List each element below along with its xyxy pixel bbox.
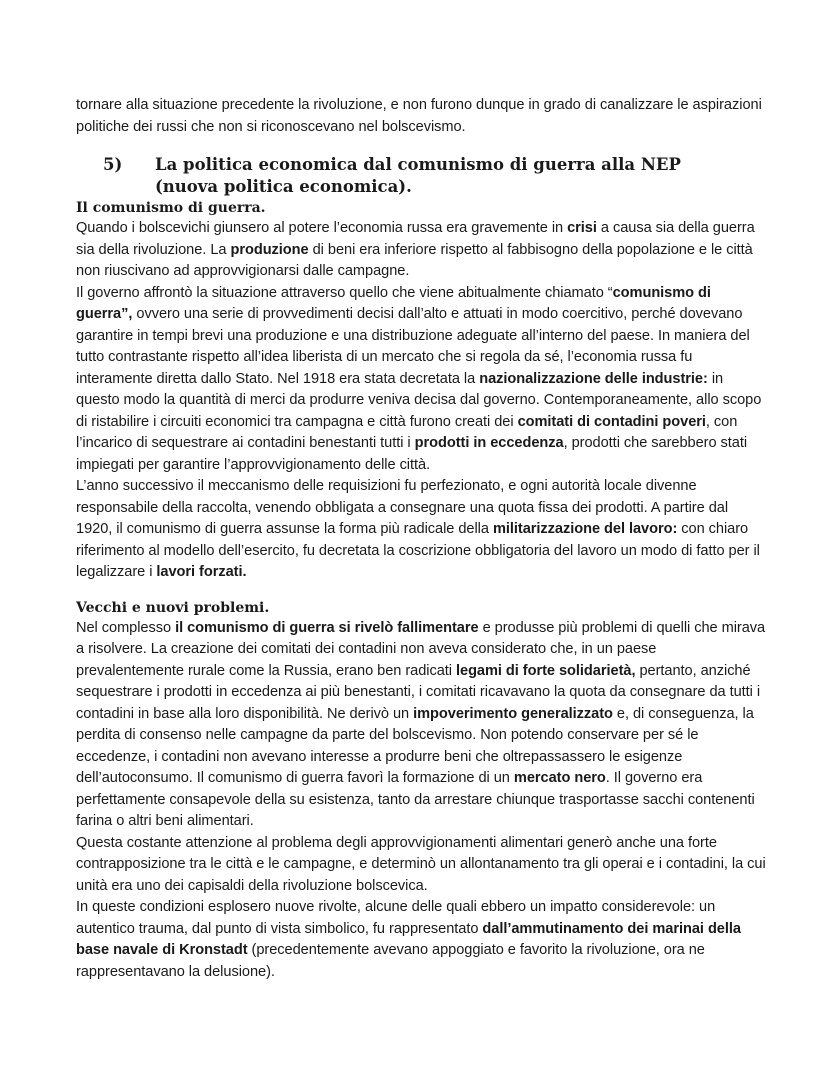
- section-heading: [76, 154, 768, 198]
- section-title: La politica economica dal comunismo di guerra alla NEP (nuova politica economica).: [155, 155, 681, 196]
- text-run: di beni era inferiore rispetto al fabbisogno della popolazione e le città non riuscivano ad approvvigionarsi dalle campagne.: [76, 241, 753, 279]
- text-run: pertanto, anziché sequestrare i prodotti in eccedenza ai più benestanti, i comitati ricavavano la quota da consegnare da tutti i contadini in base alla loro disponibilità. Ne derivò un: [76, 662, 761, 722]
- text-run: L’anno successivo il meccanismo delle requisizioni fu perfezionato, e ogni autorità locale divenne responsabile della raccolta, venendo obbligata a consegnare una quota fissa dei prodotti. A partire dal 1920, il comunismo di guerra assunse la forma più radicale della: [76, 478, 729, 537]
- bold-text: legami di forte solidarietà,: [456, 662, 636, 679]
- intro-paragraph: tornare alla situazione precedente la rivoluzione, e non furono dunque in grado di canalizzare le aspirazioni politiche dei russi che non si riconoscevano nel bolscevismo.: [76, 97, 762, 135]
- paragraph: [76, 218, 768, 283]
- text-run: . Il governo era perfettamente consapevole della su esistenza, tanto da arrestare chiunque trasportasse sacchi contenenti farina o altri beni alimentari.: [76, 770, 755, 829]
- bold-text: il comunismo di guerra si rivelò fallimentare: [175, 619, 479, 636]
- text-run: Nel complesso: [76, 619, 176, 636]
- subsection-title: Il comunismo di guerra.: [76, 200, 266, 216]
- text-run: , prodotti che sarebbero stati impiegati per garantire l’approvvigionamento delle città.: [76, 435, 748, 473]
- bold-text: produzione: [230, 241, 309, 258]
- bold-text: dall’ammutinamento dei marinai della base navale di Kronstadt: [76, 920, 741, 958]
- paragraph: [76, 833, 768, 898]
- paragraph: [76, 897, 768, 983]
- bold-text: comitati di contadini poveri: [517, 413, 706, 430]
- text-run: a causa sia della guerra sia della rivoluzione. La: [76, 220, 755, 258]
- text-run: ovvero una serie di provvedimenti decisi dall’alto e attuati in modo coercitivo, perché dovevano garantire in tempi brevi una produzione e una distribuzione adeguate all’interno del paese. In maniera del tutto contrastante rispetto all’idea liberista di un mercato che si regola da sé, l’economia russa fu interamente diretta dallo Stato. Nel 1918 era stata decretata la: [76, 306, 750, 387]
- bold-text: mercato nero: [513, 770, 606, 786]
- bold-text: militarizzazione del lavoro:: [492, 521, 678, 537]
- paragraph: [76, 476, 768, 584]
- section-gap: [76, 584, 768, 598]
- text-run: e, di conseguenza, la perdita di consenso nelle campagne da parte del bolscevismo. Non potendo conservare per sé le eccedenze, i contadini non avevano interesse a produrre beni che oltrepassassero le esigenze dell’autoconsumo. Il comunismo di guerra favorì la formazione di un: [76, 705, 754, 786]
- bold-text: lavori forzati.: [156, 564, 247, 580]
- text-run: con chiaro riferimento al modello dell’esercito, fu decretata la coscrizione obbligatoria del lavoro un modo di fatto per il legalizzare i: [76, 521, 760, 580]
- bold-text: impoverimento generalizzato: [413, 705, 613, 722]
- bold-text: comunismo di guerra”,: [76, 284, 711, 322]
- bold-text: crisi: [567, 220, 597, 236]
- subsection-old-new-problems: [76, 598, 768, 984]
- text-run: , con l’incarico di sequestrare ai contadini benestanti tutti i: [76, 413, 738, 451]
- subsection-war-communism: [76, 198, 768, 584]
- section-number: 5): [103, 155, 123, 174]
- subsection-title: Vecchi e nuovi problemi.: [76, 599, 270, 616]
- text-run: in questo modo la quantità di merci da produrre veniva decisa dal governo. Contemporaneamente, allo scopo di ristabilire i circuiti economici tra campagna e città furono creati dei: [76, 370, 762, 430]
- text-run: (precedentemente avevano appoggiato e favorito la rivoluzione, ora ne rappresentavano la delusione).: [76, 942, 705, 980]
- text-run: Quando i bolscevichi giunsero al potere l’economia russa era gravemente in: [76, 220, 568, 236]
- paragraph: [76, 283, 768, 477]
- text-run: Il governo affrontò la situazione attraverso quello che viene abitualmente chiamato “: [76, 284, 613, 301]
- bold-text: nazionalizzazione delle industrie:: [479, 370, 708, 387]
- bold-text: prodotti in eccedenza: [414, 435, 564, 451]
- text-run: Questa costante attenzione al problema degli approvvigionamenti alimentari generò anche una forte contrapposizione tra le città e le campagne, e determinò un allontanamento tra gli operai e i contadini, la cui unità era uno dei capisaldi della rivoluzione bolscevica.: [76, 834, 766, 894]
- text-run: e produsse più problemi di quelli che mirava a risolvere. La creazione dei comitati dei contadini non aveva considerato che, in un paese prevalentemente rurale come la Russia, erano ben radicati: [76, 619, 766, 679]
- text-run: In queste condizioni esplosero nuove rivolte, alcune delle quali ebbero un impatto considerevole: un autentico trauma, dal punto di vista simbolico, fu rappresentato: [76, 899, 716, 937]
- paragraph: [76, 618, 768, 833]
